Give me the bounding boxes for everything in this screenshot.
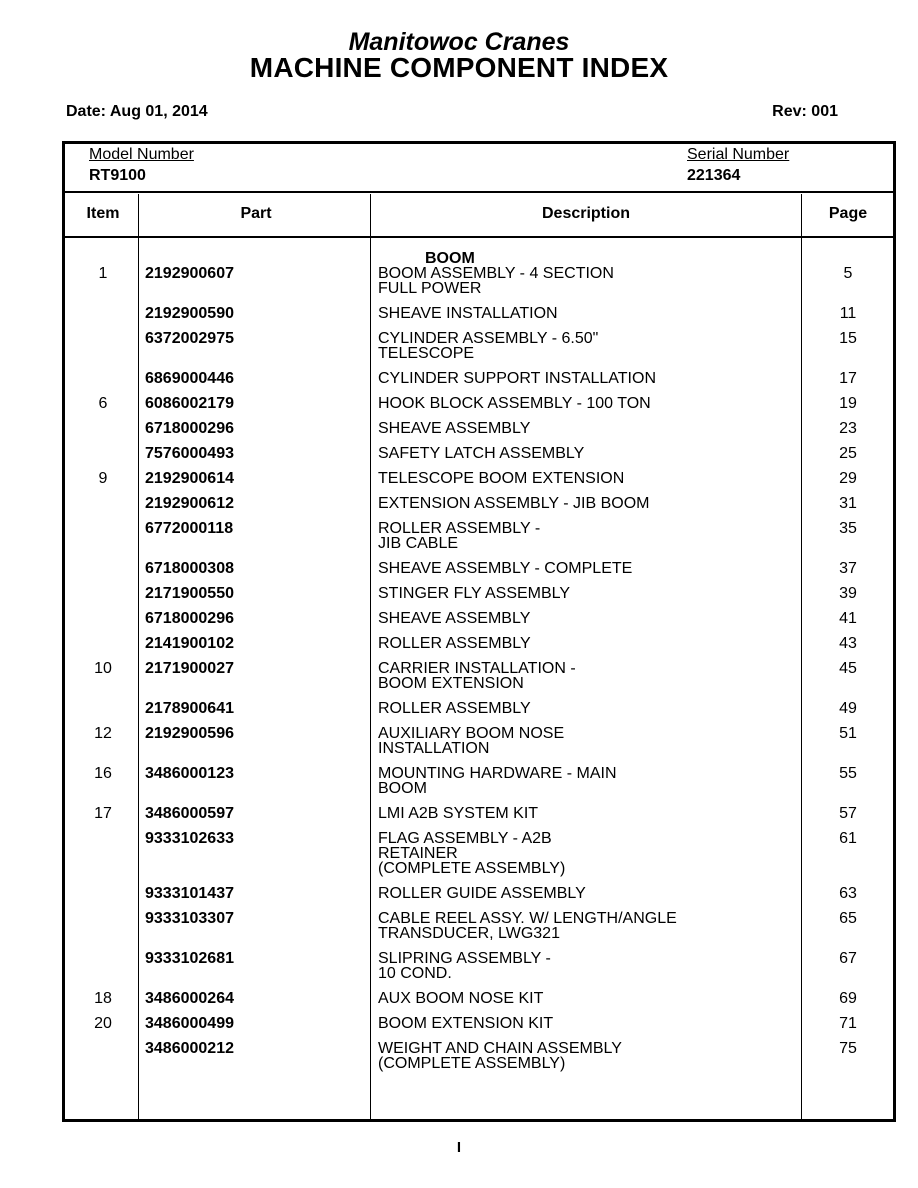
description bbox=[378, 636, 798, 651]
page-reference: 37 bbox=[839, 560, 857, 577]
model-number-value: RT9100 bbox=[89, 167, 146, 184]
description bbox=[378, 496, 798, 511]
description-line: ROLLER GUIDE ASSEMBLY bbox=[378, 885, 586, 902]
part-number: 2171900027 bbox=[145, 660, 234, 677]
description bbox=[378, 266, 798, 296]
part-number: 2192900596 bbox=[145, 725, 234, 742]
description bbox=[378, 886, 798, 901]
description bbox=[378, 766, 798, 796]
description-line: SHEAVE ASSEMBLY bbox=[378, 420, 531, 437]
page-reference: 11 bbox=[839, 305, 857, 322]
page-reference: 67 bbox=[839, 950, 857, 967]
description-line: CYLINDER SUPPORT INSTALLATION bbox=[378, 370, 656, 387]
part-number: 2192900607 bbox=[145, 265, 234, 282]
serial-number-label: Serial Number bbox=[687, 146, 790, 163]
column-header-description: Description bbox=[541, 205, 630, 222]
description bbox=[378, 396, 798, 411]
description bbox=[378, 521, 798, 551]
page-reference: 57 bbox=[839, 805, 857, 822]
page-reference: 49 bbox=[839, 700, 857, 717]
description-line: RETAINER bbox=[378, 845, 458, 862]
component-index-table bbox=[62, 141, 896, 1122]
description-line: FULL POWER bbox=[378, 280, 482, 297]
description-line: SHEAVE INSTALLATION bbox=[378, 305, 558, 322]
part-number: 6869000446 bbox=[145, 370, 234, 387]
date-label: Date: Aug 01, 2014 bbox=[66, 103, 208, 120]
description bbox=[378, 1016, 798, 1031]
description-line: FLAG ASSEMBLY - A2B bbox=[378, 830, 552, 847]
part-number: 6718000296 bbox=[145, 610, 234, 627]
description-line: JIB CABLE bbox=[378, 535, 459, 552]
description bbox=[378, 471, 798, 486]
page-reference: 23 bbox=[839, 420, 857, 437]
page-number: I bbox=[456, 1139, 462, 1156]
column-header-item: Item bbox=[86, 205, 120, 222]
description-line: ROLLER ASSEMBLY - bbox=[378, 520, 541, 537]
part-number: 2192900590 bbox=[145, 305, 234, 322]
section-heading: BOOM bbox=[425, 250, 475, 267]
part-number: 9333102633 bbox=[145, 830, 234, 847]
part-number: 3486000264 bbox=[145, 990, 234, 1007]
item-number: 17 bbox=[94, 805, 112, 822]
description-line: SHEAVE ASSEMBLY - COMPLETE bbox=[378, 560, 633, 577]
page-reference: 35 bbox=[839, 520, 857, 537]
part-number: 2192900612 bbox=[145, 495, 234, 512]
description-line: WEIGHT AND CHAIN ASSEMBLY bbox=[378, 1040, 622, 1057]
revision-label: Rev: 001 bbox=[772, 103, 838, 120]
description bbox=[378, 661, 798, 691]
description-line: (COMPLETE ASSEMBLY) bbox=[378, 860, 566, 877]
description-line: SHEAVE ASSEMBLY bbox=[378, 610, 531, 627]
description-line: SLIPRING ASSEMBLY - bbox=[378, 950, 551, 967]
page-reference: 43 bbox=[839, 635, 857, 652]
description bbox=[378, 701, 798, 716]
description-line: ROLLER ASSEMBLY bbox=[378, 635, 531, 652]
part-number: 9333102681 bbox=[145, 950, 234, 967]
part-number: 6718000296 bbox=[145, 420, 234, 437]
description bbox=[378, 726, 798, 756]
part-number: 3486000212 bbox=[145, 1040, 234, 1057]
description bbox=[378, 371, 798, 386]
column-divider-part bbox=[370, 194, 371, 1119]
description-line: (COMPLETE ASSEMBLY) bbox=[378, 1055, 566, 1072]
header-divider bbox=[65, 236, 893, 238]
description bbox=[378, 331, 798, 361]
description bbox=[378, 1041, 798, 1071]
part-number: 3486000597 bbox=[145, 805, 234, 822]
column-header-part: Part bbox=[240, 205, 272, 222]
description bbox=[378, 446, 798, 461]
description-line: HOOK BLOCK ASSEMBLY - 100 TON bbox=[378, 395, 651, 412]
part-number: 2178900641 bbox=[145, 700, 234, 717]
part-number: 3486000123 bbox=[145, 765, 234, 782]
part-number: 2192900614 bbox=[145, 470, 234, 487]
serial-number-value: 221364 bbox=[687, 167, 741, 184]
description bbox=[378, 806, 798, 821]
page-reference: 25 bbox=[839, 445, 857, 462]
description-line: 10 COND. bbox=[378, 965, 452, 982]
item-number: 1 bbox=[98, 265, 108, 282]
part-number: 7576000493 bbox=[145, 445, 234, 462]
description-line: SAFETY LATCH ASSEMBLY bbox=[378, 445, 585, 462]
part-number: 9333101437 bbox=[145, 885, 234, 902]
item-number: 16 bbox=[94, 765, 112, 782]
description bbox=[378, 561, 798, 576]
description-line: BOOM EXTENSION bbox=[378, 675, 524, 692]
page-reference: 63 bbox=[839, 885, 857, 902]
description bbox=[378, 586, 798, 601]
info-divider bbox=[65, 191, 893, 193]
document-title: MACHINE COMPONENT INDEX bbox=[249, 52, 669, 83]
page-reference: 19 bbox=[839, 395, 857, 412]
description-line: CARRIER INSTALLATION - bbox=[378, 660, 576, 677]
page-reference: 61 bbox=[839, 830, 857, 847]
part-number: 6772000118 bbox=[145, 520, 234, 537]
page-reference: 17 bbox=[839, 370, 857, 387]
description bbox=[378, 951, 798, 981]
page-reference: 29 bbox=[839, 470, 857, 487]
page-reference: 51 bbox=[839, 725, 857, 742]
page-reference: 55 bbox=[839, 765, 857, 782]
column-header-page: Page bbox=[828, 205, 868, 222]
description bbox=[378, 991, 798, 1006]
description bbox=[378, 611, 798, 626]
part-number: 6086002179 bbox=[145, 395, 234, 412]
description-line: CABLE REEL ASSY. W/ LENGTH/ANGLE bbox=[378, 910, 677, 927]
page-reference: 69 bbox=[839, 990, 857, 1007]
page-reference: 5 bbox=[843, 265, 853, 282]
description-line: BOOM bbox=[378, 780, 427, 797]
page-reference: 15 bbox=[839, 330, 857, 347]
page-reference: 65 bbox=[839, 910, 857, 927]
page-reference: 31 bbox=[839, 495, 857, 512]
item-number: 10 bbox=[94, 660, 112, 677]
page-reference: 39 bbox=[839, 585, 857, 602]
part-number: 9333103307 bbox=[145, 910, 234, 927]
description-line: AUX BOOM NOSE KIT bbox=[378, 990, 544, 1007]
column-divider-item bbox=[138, 194, 139, 1119]
company-name: Manitowoc Cranes bbox=[348, 28, 570, 56]
description-line: ROLLER ASSEMBLY bbox=[378, 700, 531, 717]
description-line: STINGER FLY ASSEMBLY bbox=[378, 585, 571, 602]
description-line: MOUNTING HARDWARE - MAIN bbox=[378, 765, 617, 782]
model-number-label: Model Number bbox=[89, 146, 194, 163]
description-line: BOOM ASSEMBLY - 4 SECTION bbox=[378, 265, 614, 282]
part-number: 3486000499 bbox=[145, 1015, 234, 1032]
description-line: CYLINDER ASSEMBLY - 6.50" bbox=[378, 330, 599, 347]
description-line: TELESCOPE BOOM EXTENSION bbox=[378, 470, 625, 487]
description bbox=[378, 421, 798, 436]
description-line: EXTENSION ASSEMBLY - JIB BOOM bbox=[378, 495, 650, 512]
column-divider-description bbox=[801, 194, 802, 1119]
description-line: TRANSDUCER, LWG321 bbox=[378, 925, 560, 942]
item-number: 20 bbox=[94, 1015, 112, 1032]
description bbox=[378, 911, 798, 941]
page-reference: 41 bbox=[839, 610, 857, 627]
description-line: AUXILIARY BOOM NOSE bbox=[378, 725, 565, 742]
part-number: 6372002975 bbox=[145, 330, 234, 347]
page-reference: 45 bbox=[839, 660, 857, 677]
description-line: BOOM EXTENSION KIT bbox=[378, 1015, 554, 1032]
item-number: 12 bbox=[94, 725, 112, 742]
item-number: 9 bbox=[98, 470, 108, 487]
description bbox=[378, 831, 798, 876]
part-number: 6718000308 bbox=[145, 560, 234, 577]
description-line: INSTALLATION bbox=[378, 740, 490, 757]
page-reference: 71 bbox=[839, 1015, 857, 1032]
page-reference: 75 bbox=[839, 1040, 857, 1057]
description bbox=[378, 306, 798, 321]
part-number: 2141900102 bbox=[145, 635, 234, 652]
description-line: TELESCOPE bbox=[378, 345, 475, 362]
description-line: LMI A2B SYSTEM KIT bbox=[378, 805, 539, 822]
item-number: 6 bbox=[98, 395, 108, 412]
item-number: 18 bbox=[94, 990, 112, 1007]
part-number: 2171900550 bbox=[145, 585, 234, 602]
